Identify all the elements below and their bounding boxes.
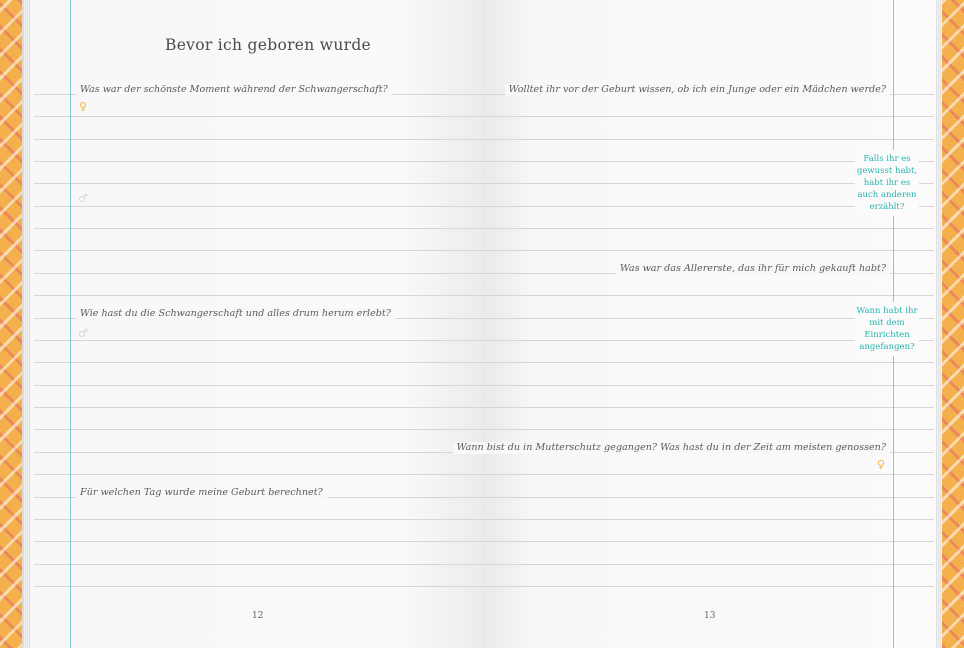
female-symbol-icon: ♀ — [79, 100, 88, 113]
male-symbol-icon: ♂ — [78, 192, 88, 205]
page-number-left: 12 — [252, 611, 264, 621]
left-page — [30, 0, 482, 648]
question-pregnancy-experience: Wie hast du die Schwangerschaft und alles drum herum erlebt? — [76, 308, 395, 320]
question-pregnancy-moment: Was war der schönste Moment während der Schwangerschaft? — [76, 84, 392, 96]
female-symbol-icon: ♀ — [877, 458, 886, 471]
side-note-furnishing: Wann habt ihr mit dem Einrichten angefangen? — [855, 302, 919, 356]
question-first-purchase: Was war das Allererste, das ihr für mich gekauft habt? — [616, 263, 890, 275]
question-due-date: Für welchen Tag wurde meine Geburt berechnet? — [76, 487, 327, 499]
page-number-right: 13 — [704, 611, 716, 621]
page-title: Bevor ich geboren wurde — [165, 36, 372, 54]
question-gender-known: Wolltet ihr vor der Geburt wissen, ob ich ein Junge oder ein Mädchen werde? — [505, 84, 890, 96]
page-stack-right — [936, 0, 942, 648]
left-margin-line — [70, 0, 71, 648]
side-note-told-others: Falls ihr es gewusst habt, habt ihr es auch anderen erzählt? — [855, 150, 919, 216]
male-symbol-icon: ♂ — [78, 327, 88, 340]
question-maternity-leave: Wann bist du in Mutterschutz gegangen? Was hast du in der Zeit am meisten genossen? — [453, 442, 890, 454]
